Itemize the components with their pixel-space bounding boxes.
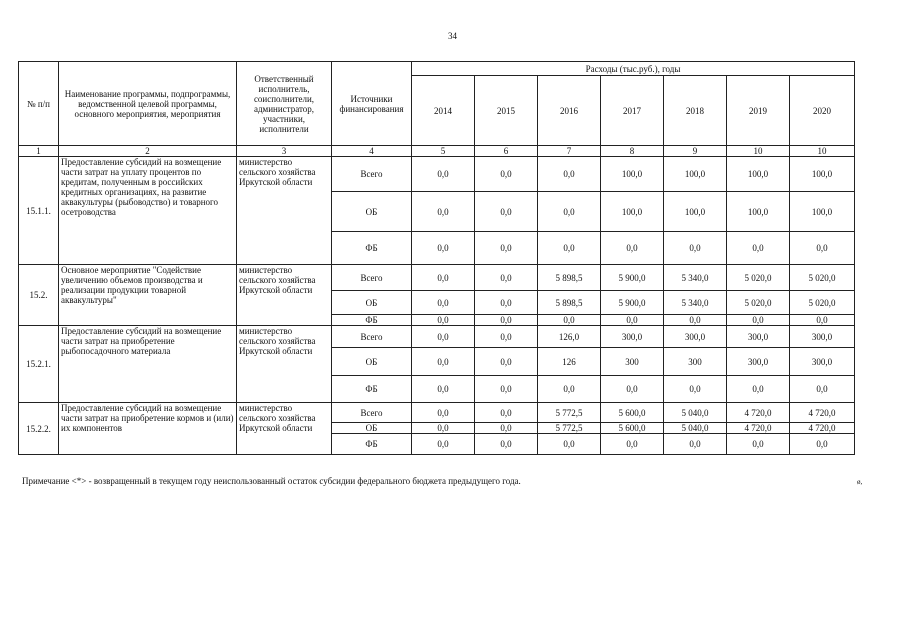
value-cell: 0,0 [475, 192, 538, 232]
value-cell: 300 [664, 348, 727, 376]
value-cell: 300,0 [601, 326, 664, 348]
value-cell: 0,0 [727, 434, 790, 455]
value-cell: 4 720,0 [727, 403, 790, 423]
value-cell: 0,0 [727, 376, 790, 403]
source-cell: Всего [332, 157, 412, 192]
source-cell: ФБ [332, 315, 412, 326]
header-year: 2019 [727, 76, 790, 146]
row-index: 15.1.1. [19, 157, 59, 265]
value-cell: 100,0 [727, 157, 790, 192]
header-number: № п/п [19, 62, 59, 146]
source-cell: ФБ [332, 376, 412, 403]
value-cell: 0,0 [601, 376, 664, 403]
value-cell: 0,0 [790, 315, 855, 326]
value-cell: 0,0 [412, 326, 475, 348]
source-cell: ОБ [332, 423, 412, 434]
value-cell: 0,0 [664, 232, 727, 265]
source-cell: Всего [332, 326, 412, 348]
value-cell: 0,0 [412, 232, 475, 265]
row-name: Предоставление субсидий на возмещение части затрат на приобретение рыбопосадочного материала [59, 326, 237, 403]
header-year: 2020 [790, 76, 855, 146]
row-executor: министерство сельского хозяйства Иркутской области [237, 265, 332, 326]
value-cell: 100,0 [727, 192, 790, 232]
source-cell: ФБ [332, 232, 412, 265]
table-row [19, 265, 855, 291]
value-cell: 5 600,0 [601, 403, 664, 423]
value-cell: 0,0 [475, 434, 538, 455]
value-cell: 0,0 [538, 315, 601, 326]
source-cell: ОБ [332, 291, 412, 315]
value-cell: 0,0 [412, 348, 475, 376]
header-executor: Ответственный исполнитель, соисполнители, администратор, участники, исполнители [237, 62, 332, 146]
value-cell: 5 040,0 [664, 423, 727, 434]
value-cell: 5 040,0 [664, 403, 727, 423]
value-cell: 0,0 [664, 434, 727, 455]
value-cell: 0,0 [475, 232, 538, 265]
value-cell: 0,0 [601, 434, 664, 455]
row-index: 15.2. [19, 265, 59, 326]
column-number: 10 [727, 146, 790, 157]
value-cell: 0,0 [412, 376, 475, 403]
value-cell: 0,0 [538, 232, 601, 265]
value-cell: 0,0 [412, 157, 475, 192]
value-cell: 0,0 [412, 403, 475, 423]
column-number: 8 [601, 146, 664, 157]
value-cell: 5 340,0 [664, 265, 727, 291]
source-cell: ФБ [332, 434, 412, 455]
column-number: 3 [237, 146, 332, 157]
value-cell: 0,0 [601, 315, 664, 326]
value-cell: 300,0 [727, 326, 790, 348]
value-cell: 300,0 [790, 326, 855, 348]
column-number: 9 [664, 146, 727, 157]
table-row [19, 326, 855, 348]
value-cell: 5 020,0 [727, 291, 790, 315]
value-cell: 4 720,0 [790, 423, 855, 434]
table-row [19, 403, 855, 423]
value-cell: 100,0 [790, 157, 855, 192]
header-year: 2014 [412, 76, 475, 146]
column-number: 6 [475, 146, 538, 157]
budget-table [18, 61, 855, 455]
source-cell: Всего [332, 265, 412, 291]
value-cell: 0,0 [412, 434, 475, 455]
value-cell: 0,0 [790, 434, 855, 455]
value-cell: 0,0 [538, 434, 601, 455]
header-source: Источники финансирования [332, 62, 412, 146]
source-cell: ОБ [332, 348, 412, 376]
margin-mark: ø, [857, 478, 863, 486]
value-cell: 300,0 [727, 348, 790, 376]
value-cell: 100,0 [664, 192, 727, 232]
value-cell: 5 600,0 [601, 423, 664, 434]
row-index: 15.2.1. [19, 326, 59, 403]
value-cell: 5 900,0 [601, 265, 664, 291]
value-cell: 0,0 [475, 403, 538, 423]
value-cell: 0,0 [475, 291, 538, 315]
value-cell: 0,0 [475, 315, 538, 326]
value-cell: 0,0 [727, 315, 790, 326]
column-number: 7 [538, 146, 601, 157]
value-cell: 0,0 [412, 265, 475, 291]
value-cell: 100,0 [601, 157, 664, 192]
header-year: 2017 [601, 76, 664, 146]
row-name: Предоставление субсидий на возмещение части затрат на уплату процентов по кредитам, полученным в российских кредитных организациях, на развитие аквакультуры (рыбоводство) и товарного осетроводства [59, 157, 237, 265]
row-index: 15.2.2. [19, 403, 59, 455]
value-cell: 0,0 [412, 192, 475, 232]
column-number: 4 [332, 146, 412, 157]
row-executor: министерство сельского хозяйства Иркутской области [237, 326, 332, 403]
value-cell: 0,0 [475, 326, 538, 348]
value-cell: 0,0 [475, 423, 538, 434]
value-cell: 0,0 [475, 348, 538, 376]
value-cell: 0,0 [790, 232, 855, 265]
value-cell: 300,0 [664, 326, 727, 348]
value-cell: 300,0 [790, 348, 855, 376]
value-cell: 0,0 [727, 232, 790, 265]
value-cell: 0,0 [412, 291, 475, 315]
value-cell: 5 340,0 [664, 291, 727, 315]
value-cell: 0,0 [664, 315, 727, 326]
column-number: 1 [19, 146, 59, 157]
value-cell: 5 020,0 [727, 265, 790, 291]
value-cell: 126 [538, 348, 601, 376]
value-cell: 5 900,0 [601, 291, 664, 315]
column-number: 2 [59, 146, 237, 157]
header-name: Наименование программы, подпрограммы, ведомственной целевой программы, основного мероприятия, мероприятия [59, 62, 237, 146]
value-cell: 0,0 [412, 423, 475, 434]
row-executor: министерство сельского хозяйства Иркутской области [237, 157, 332, 265]
source-cell: ОБ [332, 192, 412, 232]
value-cell: 126,0 [538, 326, 601, 348]
value-cell: 100,0 [664, 157, 727, 192]
value-cell: 0,0 [475, 376, 538, 403]
column-number: 10 [790, 146, 855, 157]
header-expenses: Расходы (тыс.руб.), годы [412, 62, 855, 76]
value-cell: 0,0 [538, 157, 601, 192]
value-cell: 4 720,0 [727, 423, 790, 434]
value-cell: 5 020,0 [790, 291, 855, 315]
row-executor: министерство сельского хозяйства Иркутской области [237, 403, 332, 455]
value-cell: 0,0 [538, 376, 601, 403]
row-name: Предоставление субсидий на возмещение части затрат на приобретение кормов и (или) их компонентов [59, 403, 237, 455]
value-cell: 5 898,5 [538, 265, 601, 291]
value-cell: 4 720,0 [790, 403, 855, 423]
value-cell: 0,0 [475, 157, 538, 192]
header-year: 2016 [538, 76, 601, 146]
value-cell: 0,0 [538, 192, 601, 232]
table-row [19, 157, 855, 192]
header-year: 2015 [475, 76, 538, 146]
value-cell: 5 772,5 [538, 403, 601, 423]
value-cell: 5 898,5 [538, 291, 601, 315]
source-cell: Всего [332, 403, 412, 423]
column-number: 5 [412, 146, 475, 157]
row-name: Основное мероприятие "Содействие увеличению объемов производства и реализации продукции товарной аквакультуры" [59, 265, 237, 326]
value-cell: 0,0 [790, 376, 855, 403]
value-cell: 0,0 [664, 376, 727, 403]
value-cell: 0,0 [412, 315, 475, 326]
value-cell: 0,0 [601, 232, 664, 265]
value-cell: 0,0 [475, 265, 538, 291]
footnote: Примечание <*> - возвращенный в текущем году неиспользованный остаток субсидии федерального бюджета предыдущего года. [22, 476, 521, 486]
header-year: 2018 [664, 76, 727, 146]
value-cell: 300 [601, 348, 664, 376]
value-cell: 5 020,0 [790, 265, 855, 291]
value-cell: 100,0 [790, 192, 855, 232]
value-cell: 100,0 [601, 192, 664, 232]
page-number: 34 [448, 31, 457, 41]
value-cell: 5 772,5 [538, 423, 601, 434]
